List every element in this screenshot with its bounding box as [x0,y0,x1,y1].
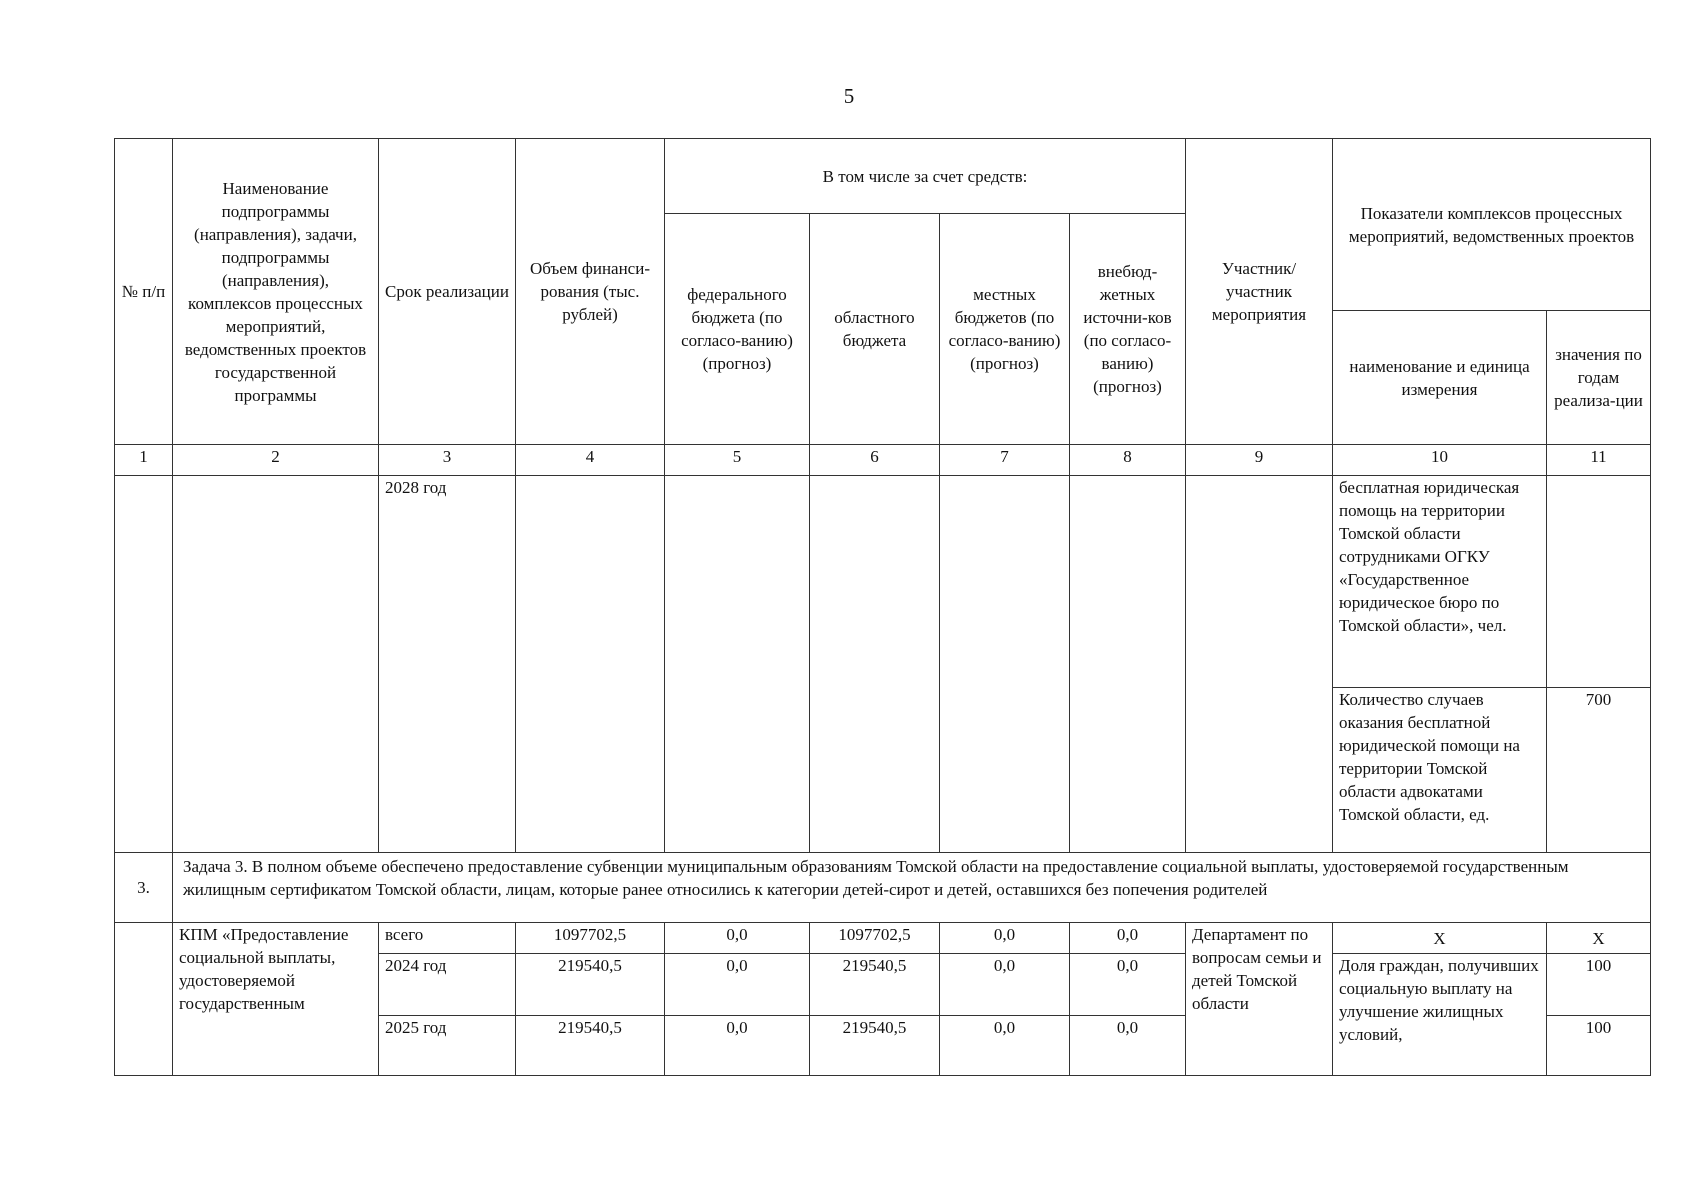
col-number: 1 [115,445,173,476]
cell-total: 219540,5 [516,954,665,1016]
cell-regional: 1097702,5 [810,923,940,954]
column-number-row [115,445,1651,476]
cell-total: 1097702,5 [516,923,665,954]
indicator-value: 100 [1547,954,1651,1016]
cell-empty [173,476,379,853]
cell-regional: 219540,5 [810,1016,940,1076]
task-number: 3. [115,853,173,923]
col-number: 6 [810,445,940,476]
col-number: 8 [1070,445,1186,476]
header-indicator-values: значения по годам реализа-ции [1547,311,1651,445]
cell-local: 0,0 [940,1016,1070,1076]
cell-empty [1186,476,1333,853]
cell-federal: 0,0 [665,954,810,1016]
cell-period: 2024 год [379,954,516,1016]
task-text: Задача 3. В полном объеме обеспечено предоставление субвенции муниципальным образованиям Томской области на предоставление социальной выплаты, удостоверяемой государственным жилищным сертификатом Томской области, лицам, которые ранее относились к категории детей-сирот и детей, оставшихся без попечения родителей [173,853,1651,923]
cell-federal: 0,0 [665,1016,810,1076]
cell-local: 0,0 [940,923,1070,954]
cell-period: 2025 год [379,1016,516,1076]
cell-extrabudget: 0,0 [1070,923,1186,954]
header-indicator-name: наименование и единица измерения [1333,311,1547,445]
indicator-name: X [1333,923,1547,954]
col-number: 5 [665,445,810,476]
cell-period: всего [379,923,516,954]
kpm-name: КПМ «Предоставление социальной выплаты, удостоверяемой государственным [173,923,379,1076]
cell-extrabudget: 0,0 [1070,1016,1186,1076]
task-row [115,853,1651,923]
table-row [115,476,1651,688]
col-number: 11 [1547,445,1651,476]
indicator-name: Количество случаев оказания бесплатной юридической помощи на территории Томской области адвокатами Томской области, ед. [1333,688,1547,853]
header-regional: областного бюджета [810,214,940,445]
header-funds-group: В том числе за счет средств: [665,139,1186,214]
cell-local: 0,0 [940,954,1070,1016]
col-number: 10 [1333,445,1547,476]
cell-empty [115,923,173,1076]
col-number: 2 [173,445,379,476]
col-number: 7 [940,445,1070,476]
header-indicators-group: Показатели комплексов процессных мероприятий, ведомственных проектов [1333,139,1651,311]
cell-regional: 219540,5 [810,954,940,1016]
cell-period: 2028 год [379,476,516,853]
col-number: 4 [516,445,665,476]
kpm-participant: Департамент по вопросам семьи и детей Томской области [1186,923,1333,1076]
header-number: № п/п [115,139,173,445]
cell-empty [1547,476,1651,688]
col-number: 3 [379,445,516,476]
indicator-value: 100 [1547,1016,1651,1076]
indicator-name: Доля граждан, получивших социальную выплату на улучшение жилищных условий, [1333,954,1547,1076]
header-row-1 [115,139,1651,214]
indicator-value: 700 [1547,688,1651,853]
header-extrabudget: внебюд-жетных источни-ков (по согласо-ванию) (прогноз) [1070,214,1186,445]
indicator-name: бесплатная юридическая помощь на территории Томской области сотрудниками ОГКУ «Государственное юридическое бюро по Томской области», чел. [1333,476,1547,688]
cell-extrabudget: 0,0 [1070,954,1186,1016]
header-period: Срок реализации [379,139,516,445]
header-participant: Участник/ участник мероприятия [1186,139,1333,445]
page-number: 5 [843,84,855,108]
cell-empty [1070,476,1186,853]
header-federal: федерального бюджета (по согласо-ванию) (прогноз) [665,214,810,445]
cell-federal: 0,0 [665,923,810,954]
cell-empty [810,476,940,853]
cell-empty [115,476,173,853]
cell-empty [665,476,810,853]
table-row [115,923,1651,954]
cell-empty [516,476,665,853]
cell-total: 219540,5 [516,1016,665,1076]
program-table [114,138,1651,1076]
indicator-value: X [1547,923,1651,954]
col-number: 9 [1186,445,1333,476]
header-name: Наименование подпрограммы (направления), задачи, подпрограммы (направления), комплексов процессных мероприятий, ведомственных проектов государственной программы [173,139,379,445]
header-volume: Объем финанси-рования (тыс. рублей) [516,139,665,445]
header-local: местных бюджетов (по согласо-ванию) (прогноз) [940,214,1070,445]
cell-empty [940,476,1070,853]
